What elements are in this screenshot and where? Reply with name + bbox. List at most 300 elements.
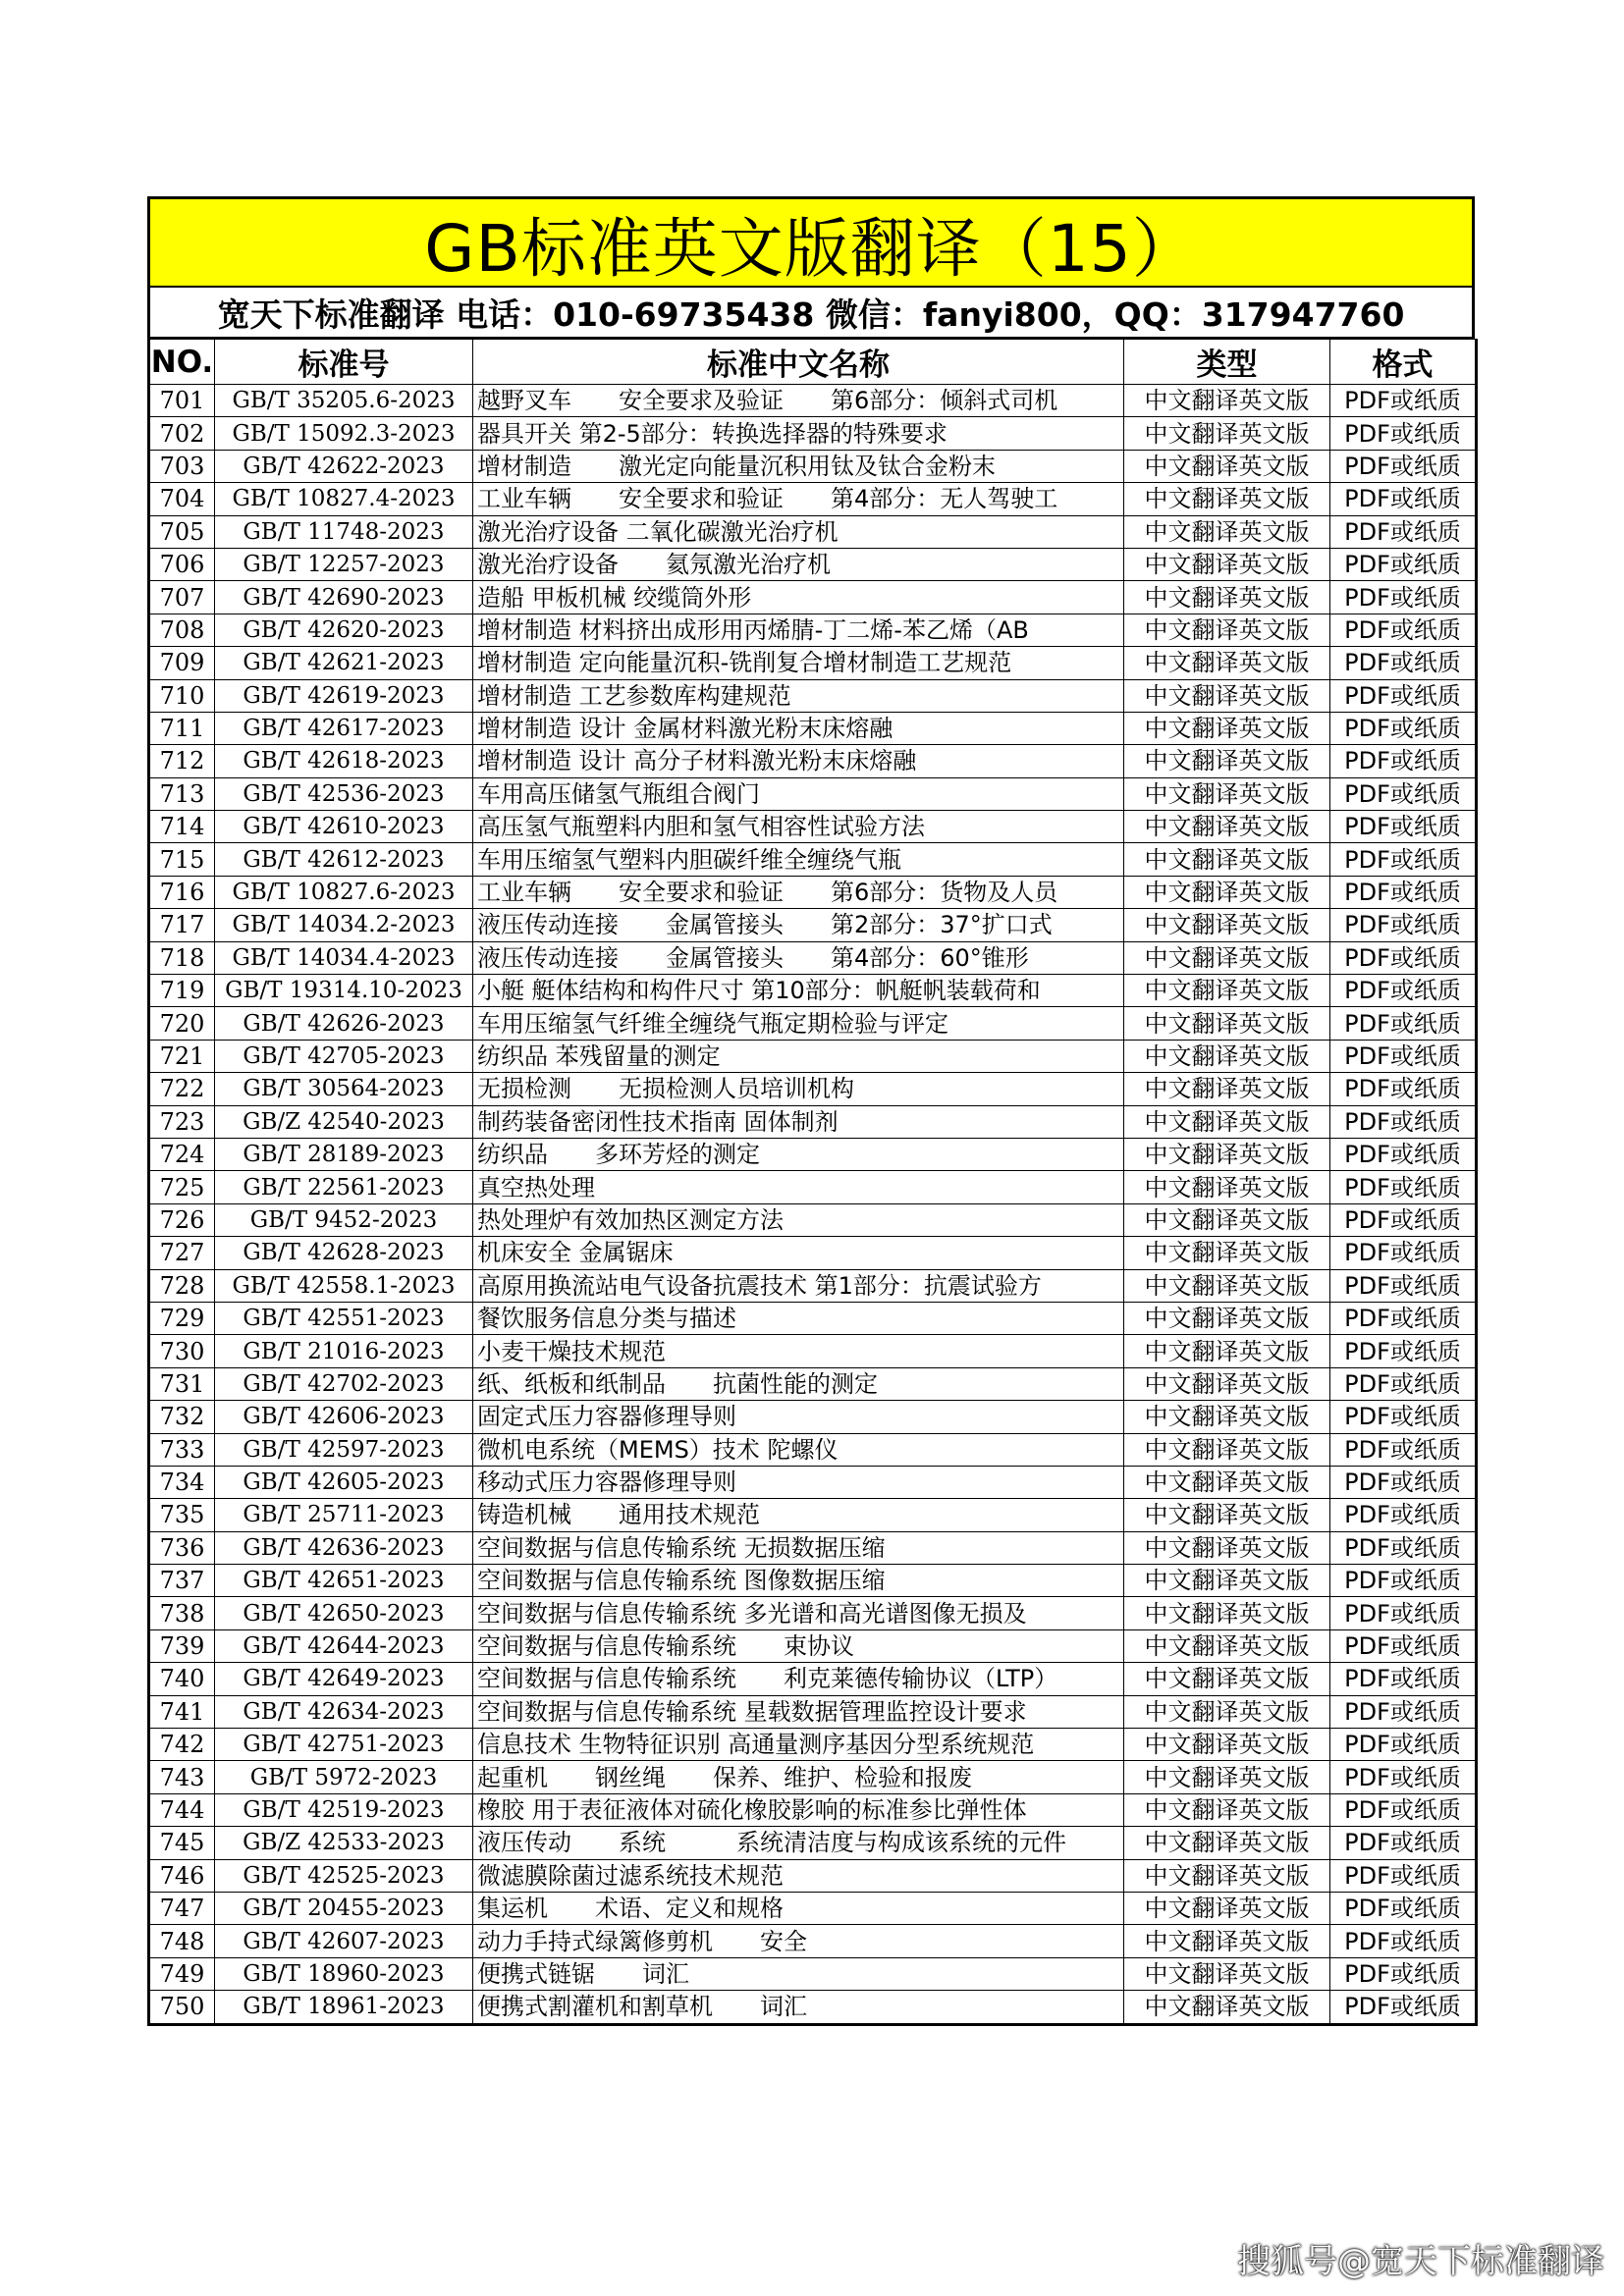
table-row	[149, 679, 1477, 712]
delivery-format: PDF或纸质	[1330, 777, 1477, 810]
standard-name: 热处理炉有效加热区测定方法	[473, 1203, 1124, 1236]
translation-type: 中文翻译英文版	[1124, 1203, 1330, 1236]
row-number: 738	[149, 1597, 215, 1629]
delivery-format: PDF或纸质	[1330, 876, 1477, 908]
standard-name: 小麦干燥技术规范	[473, 1335, 1124, 1367]
row-number: 703	[149, 450, 215, 482]
row-number: 707	[149, 581, 215, 614]
translation-type: 中文翻译英文版	[1124, 909, 1330, 941]
row-number: 748	[149, 1925, 215, 1957]
standard-name: 造船 甲板机械 绞缆筒外形	[473, 581, 1124, 614]
contact-line: 宽天下标准翻译 电话：010-69735438 微信：fanyi800，QQ：317947760	[147, 288, 1475, 339]
row-number: 746	[149, 1859, 215, 1892]
delivery-format: PDF或纸质	[1330, 1925, 1477, 1957]
standard-code: GB/T 42619-2023	[215, 679, 473, 712]
standard-name: 铸造机械 通用技术规范	[473, 1499, 1124, 1531]
row-number: 750	[149, 1991, 215, 2024]
table-row	[149, 647, 1477, 679]
row-number: 728	[149, 1269, 215, 1302]
row-number: 736	[149, 1531, 215, 1564]
standard-code: GB/T 42644-2023	[215, 1629, 473, 1662]
standard-name: 车用压缩氢气纤维全缠绕气瓶定期检验与评定	[473, 1007, 1124, 1040]
standard-name: 工业车辆 安全要求和验证 第4部分：无人驾驶工	[473, 483, 1124, 515]
table-row	[149, 1203, 1477, 1236]
standard-code: GB/T 18960-2023	[215, 1957, 473, 1990]
translation-type: 中文翻译英文版	[1124, 1663, 1330, 1695]
row-number: 739	[149, 1629, 215, 1662]
watermark: 搜狐号@宽天下标准翻译	[1237, 2242, 1604, 2281]
delivery-format: PDF或纸质	[1330, 1105, 1477, 1138]
row-number: 735	[149, 1499, 215, 1531]
translation-type: 中文翻译英文版	[1124, 1827, 1330, 1859]
standard-code: GB/T 42690-2023	[215, 581, 473, 614]
table-row	[149, 614, 1477, 646]
standard-code: GB/T 20455-2023	[215, 1892, 473, 1924]
standard-name: 信息技术 生物特征识别 高通量测序基因分型系统规范	[473, 1729, 1124, 1761]
standard-name: 机床安全 金属锯床	[473, 1237, 1124, 1269]
table-header-row	[149, 340, 1477, 385]
table-row	[149, 1433, 1477, 1466]
standard-name: 车用高压储氢气瓶组合阀门	[473, 777, 1124, 810]
standard-name: 动力手持式绿篱修剪机 安全	[473, 1925, 1124, 1957]
delivery-format: PDF或纸质	[1330, 581, 1477, 614]
delivery-format: PDF或纸质	[1330, 1597, 1477, 1629]
row-number: 713	[149, 777, 215, 810]
standard-name: 车用压缩氢气塑料内胆碳纤维全缠绕气瓶	[473, 843, 1124, 876]
table-row	[149, 1565, 1477, 1597]
translation-type: 中文翻译英文版	[1124, 811, 1330, 843]
table-row	[149, 1007, 1477, 1040]
translation-type: 中文翻译英文版	[1124, 1466, 1330, 1498]
standard-code: GB/T 35205.6-2023	[215, 385, 473, 417]
row-number: 705	[149, 515, 215, 548]
table-row	[149, 1991, 1477, 2024]
delivery-format: PDF或纸质	[1330, 1859, 1477, 1892]
delivery-format: PDF或纸质	[1330, 1499, 1477, 1531]
standard-code: GB/T 42634-2023	[215, 1695, 473, 1728]
standard-name: 橡胶 用于表征液体对硫化橡胶影响的标准参比弹性体	[473, 1793, 1124, 1826]
standard-name: 便携式割灌机和割草机 词汇	[473, 1991, 1124, 2024]
row-number: 717	[149, 909, 215, 941]
table-row	[149, 1367, 1477, 1400]
standard-code: GB/T 42650-2023	[215, 1597, 473, 1629]
delivery-format: PDF或纸质	[1330, 548, 1477, 580]
standard-code: GB/T 18961-2023	[215, 1991, 473, 2024]
translation-type: 中文翻译英文版	[1124, 1729, 1330, 1761]
translation-type: 中文翻译英文版	[1124, 385, 1330, 417]
standard-name: 液压传动连接 金属管接头 第4部分：60°锥形	[473, 941, 1124, 974]
standard-name: 增材制造 激光定向能量沉积用钛及钛合金粉末	[473, 450, 1124, 482]
table-row	[149, 941, 1477, 974]
delivery-format: PDF或纸质	[1330, 417, 1477, 450]
translation-type: 中文翻译英文版	[1124, 777, 1330, 810]
row-number: 729	[149, 1302, 215, 1334]
table-row	[149, 1663, 1477, 1695]
column-header-type: 类型	[1124, 340, 1330, 385]
table-row	[149, 1269, 1477, 1302]
standard-code: GB/T 25711-2023	[215, 1499, 473, 1531]
standard-name: 小艇 艇体结构和构件尺寸 第10部分：帆艇帆装载荷和	[473, 975, 1124, 1007]
column-header-no: NO.	[149, 340, 215, 385]
translation-type: 中文翻译英文版	[1124, 450, 1330, 482]
standard-name: 激光治疗设备 二氧化碳激光治疗机	[473, 515, 1124, 548]
table-row	[149, 1695, 1477, 1728]
row-number: 701	[149, 385, 215, 417]
delivery-format: PDF或纸质	[1330, 1269, 1477, 1302]
table-row	[149, 1105, 1477, 1138]
standard-code: GB/T 42597-2023	[215, 1433, 473, 1466]
standard-name: 纸、纸板和纸制品 抗菌性能的测定	[473, 1367, 1124, 1400]
standard-name: 器具开关 第2-5部分：转换选择器的特殊要求	[473, 417, 1124, 450]
translation-type: 中文翻译英文版	[1124, 614, 1330, 646]
standard-code: GB/T 42621-2023	[215, 647, 473, 679]
row-number: 749	[149, 1957, 215, 1990]
table-row	[149, 843, 1477, 876]
translation-type: 中文翻译英文版	[1124, 1171, 1330, 1203]
standard-name: 高原用换流站电气设备抗震技术 第1部分：抗震试验方	[473, 1269, 1124, 1302]
standards-document	[147, 196, 1475, 2026]
delivery-format: PDF或纸质	[1330, 975, 1477, 1007]
translation-type: 中文翻译英文版	[1124, 417, 1330, 450]
delivery-format: PDF或纸质	[1330, 647, 1477, 679]
translation-type: 中文翻译英文版	[1124, 1597, 1330, 1629]
delivery-format: PDF或纸质	[1330, 712, 1477, 744]
row-number: 745	[149, 1827, 215, 1859]
standard-code: GB/T 14034.4-2023	[215, 941, 473, 974]
delivery-format: PDF或纸质	[1330, 1401, 1477, 1433]
translation-type: 中文翻译英文版	[1124, 1991, 1330, 2024]
standard-name: 增材制造 设计 金属材料激光粉末床熔融	[473, 712, 1124, 744]
translation-type: 中文翻译英文版	[1124, 1367, 1330, 1400]
delivery-format: PDF或纸质	[1330, 1335, 1477, 1367]
translation-type: 中文翻译英文版	[1124, 548, 1330, 580]
delivery-format: PDF或纸质	[1330, 745, 1477, 777]
translation-type: 中文翻译英文版	[1124, 1892, 1330, 1924]
row-number: 720	[149, 1007, 215, 1040]
row-number: 747	[149, 1892, 215, 1924]
table-row	[149, 1892, 1477, 1924]
delivery-format: PDF或纸质	[1330, 1466, 1477, 1498]
row-number: 722	[149, 1073, 215, 1105]
row-number: 710	[149, 679, 215, 712]
standard-name: 液压传动连接 金属管接头 第2部分：37°扩口式	[473, 909, 1124, 941]
translation-type: 中文翻译英文版	[1124, 1531, 1330, 1564]
delivery-format: PDF或纸质	[1330, 515, 1477, 548]
standard-name: 纺织品 多环芳烃的测定	[473, 1138, 1124, 1170]
table-row	[149, 548, 1477, 580]
delivery-format: PDF或纸质	[1330, 811, 1477, 843]
table-row	[149, 1859, 1477, 1892]
translation-type: 中文翻译英文版	[1124, 975, 1330, 1007]
translation-type: 中文翻译英文版	[1124, 483, 1330, 515]
delivery-format: PDF或纸质	[1330, 1367, 1477, 1400]
table-row	[149, 811, 1477, 843]
row-number: 715	[149, 843, 215, 876]
delivery-format: PDF或纸质	[1330, 1761, 1477, 1793]
translation-type: 中文翻译英文版	[1124, 1269, 1330, 1302]
column-header-code: 标准号	[215, 340, 473, 385]
standard-code: GB/T 10827.6-2023	[215, 876, 473, 908]
table-row	[149, 745, 1477, 777]
standard-code: GB/T 21016-2023	[215, 1335, 473, 1367]
standard-code: GB/T 15092.3-2023	[215, 417, 473, 450]
row-number: 730	[149, 1335, 215, 1367]
row-number: 704	[149, 483, 215, 515]
delivery-format: PDF或纸质	[1330, 450, 1477, 482]
delivery-format: PDF或纸质	[1330, 1531, 1477, 1564]
standard-name: 空间数据与信息传输系统 多光谱和高光谱图像无损及	[473, 1597, 1124, 1629]
translation-type: 中文翻译英文版	[1124, 1695, 1330, 1728]
delivery-format: PDF或纸质	[1330, 1073, 1477, 1105]
table-row	[149, 1729, 1477, 1761]
standard-code: GB/T 42536-2023	[215, 777, 473, 810]
delivery-format: PDF或纸质	[1330, 1892, 1477, 1924]
delivery-format: PDF或纸质	[1330, 1171, 1477, 1203]
standard-name: 空间数据与信息传输系统 利克莱德传输协议（LTP）	[473, 1663, 1124, 1695]
standard-name: 便携式链锯 词汇	[473, 1957, 1124, 1990]
standard-code: GB/T 42651-2023	[215, 1565, 473, 1597]
table-row	[149, 975, 1477, 1007]
standard-code: GB/T 42626-2023	[215, 1007, 473, 1040]
standard-name: 无损检测 无损检测人员培训机构	[473, 1073, 1124, 1105]
standard-code: GB/T 42751-2023	[215, 1729, 473, 1761]
delivery-format: PDF或纸质	[1330, 1565, 1477, 1597]
table-row	[149, 1629, 1477, 1662]
delivery-format: PDF或纸质	[1330, 1138, 1477, 1170]
row-number: 734	[149, 1466, 215, 1498]
table-row	[149, 385, 1477, 417]
table-row	[149, 1925, 1477, 1957]
row-number: 708	[149, 614, 215, 646]
row-number: 714	[149, 811, 215, 843]
standard-name: 起重机 钢丝绳 保养、维护、检验和报废	[473, 1761, 1124, 1793]
standard-code: GB/T 42617-2023	[215, 712, 473, 744]
row-number: 718	[149, 941, 215, 974]
standard-name: 固定式压力容器修理导则	[473, 1401, 1124, 1433]
standard-code: GB/T 42519-2023	[215, 1793, 473, 1826]
row-number: 742	[149, 1729, 215, 1761]
standard-code: GB/T 42606-2023	[215, 1401, 473, 1433]
table-row	[149, 1793, 1477, 1826]
standard-name: 餐饮服务信息分类与描述	[473, 1302, 1124, 1334]
standard-code: GB/T 42622-2023	[215, 450, 473, 482]
standard-name: 空间数据与信息传输系统 无损数据压缩	[473, 1531, 1124, 1564]
standard-name: 越野叉车 安全要求及验证 第6部分：倾斜式司机	[473, 385, 1124, 417]
table-row	[149, 515, 1477, 548]
table-row	[149, 1466, 1477, 1498]
delivery-format: PDF或纸质	[1330, 679, 1477, 712]
standard-code: GB/T 28189-2023	[215, 1138, 473, 1170]
delivery-format: PDF或纸质	[1330, 1793, 1477, 1826]
table-row	[149, 1302, 1477, 1334]
translation-type: 中文翻译英文版	[1124, 1401, 1330, 1433]
row-number: 737	[149, 1565, 215, 1597]
delivery-format: PDF或纸质	[1330, 1040, 1477, 1072]
table-row	[149, 1237, 1477, 1269]
standard-code: GB/T 42618-2023	[215, 745, 473, 777]
row-number: 727	[149, 1237, 215, 1269]
standard-name: 增材制造 工艺参数库构建规范	[473, 679, 1124, 712]
translation-type: 中文翻译英文版	[1124, 1105, 1330, 1138]
translation-type: 中文翻译英文版	[1124, 647, 1330, 679]
table-row	[149, 417, 1477, 450]
standard-code: GB/T 5972-2023	[215, 1761, 473, 1793]
standard-code: GB/T 42702-2023	[215, 1367, 473, 1400]
delivery-format: PDF或纸质	[1330, 1302, 1477, 1334]
table-row	[149, 581, 1477, 614]
translation-type: 中文翻译英文版	[1124, 1957, 1330, 1990]
delivery-format: PDF或纸质	[1330, 1433, 1477, 1466]
translation-type: 中文翻译英文版	[1124, 1565, 1330, 1597]
document-title: GB标准英文版翻译（15）	[147, 196, 1475, 288]
table-row	[149, 1040, 1477, 1072]
translation-type: 中文翻译英文版	[1124, 1040, 1330, 1072]
translation-type: 中文翻译英文版	[1124, 941, 1330, 974]
standard-code: GB/T 14034.2-2023	[215, 909, 473, 941]
standard-code: GB/T 42558.1-2023	[215, 1269, 473, 1302]
standard-code: GB/T 42705-2023	[215, 1040, 473, 1072]
standard-name: 空间数据与信息传输系统 星载数据管理监控设计要求	[473, 1695, 1124, 1728]
delivery-format: PDF或纸质	[1330, 483, 1477, 515]
row-number: 709	[149, 647, 215, 679]
table-row	[149, 450, 1477, 482]
row-number: 702	[149, 417, 215, 450]
standard-name: 微滤膜除菌过滤系统技术规范	[473, 1859, 1124, 1892]
standard-code: GB/T 42607-2023	[215, 1925, 473, 1957]
standard-code: GB/T 42628-2023	[215, 1237, 473, 1269]
standard-code: GB/T 19314.10-2023	[215, 975, 473, 1007]
delivery-format: PDF或纸质	[1330, 1729, 1477, 1761]
row-number: 731	[149, 1367, 215, 1400]
standard-name: 真空热处理	[473, 1171, 1124, 1203]
table-row	[149, 1827, 1477, 1859]
table-row	[149, 777, 1477, 810]
table-row	[149, 909, 1477, 941]
table-row	[149, 1335, 1477, 1367]
column-header-name: 标准中文名称	[473, 340, 1124, 385]
translation-type: 中文翻译英文版	[1124, 1073, 1330, 1105]
standard-name: 集运机 术语、定义和规格	[473, 1892, 1124, 1924]
standard-name: 移动式压力容器修理导则	[473, 1466, 1124, 1498]
standards-table	[147, 339, 1478, 2026]
row-number: 719	[149, 975, 215, 1007]
standard-code: GB/T 42525-2023	[215, 1859, 473, 1892]
row-number: 741	[149, 1695, 215, 1728]
translation-type: 中文翻译英文版	[1124, 1859, 1330, 1892]
standard-name: 制药装备密闭性技术指南 固体制剂	[473, 1105, 1124, 1138]
standard-name: 空间数据与信息传输系统 图像数据压缩	[473, 1565, 1124, 1597]
standard-code: GB/T 10827.4-2023	[215, 483, 473, 515]
translation-type: 中文翻译英文版	[1124, 1433, 1330, 1466]
translation-type: 中文翻译英文版	[1124, 1499, 1330, 1531]
standard-name: 工业车辆 安全要求和验证 第6部分：货物及人员	[473, 876, 1124, 908]
translation-type: 中文翻译英文版	[1124, 1925, 1330, 1957]
standard-name: 液压传动 系统 系统清洁度与构成该系统的元件	[473, 1827, 1124, 1859]
delivery-format: PDF或纸质	[1330, 1237, 1477, 1269]
delivery-format: PDF或纸质	[1330, 843, 1477, 876]
translation-type: 中文翻译英文版	[1124, 679, 1330, 712]
delivery-format: PDF或纸质	[1330, 941, 1477, 974]
row-number: 711	[149, 712, 215, 744]
standard-code: GB/T 22561-2023	[215, 1171, 473, 1203]
table-row	[149, 1171, 1477, 1203]
row-number: 721	[149, 1040, 215, 1072]
row-number: 743	[149, 1761, 215, 1793]
delivery-format: PDF或纸质	[1330, 385, 1477, 417]
table-row	[149, 712, 1477, 744]
standard-name: 增材制造 材料挤出成形用丙烯腈-丁二烯-苯乙烯（AB	[473, 614, 1124, 646]
table-body	[149, 385, 1477, 2025]
table-row	[149, 1073, 1477, 1105]
standard-code: GB/Z 42533-2023	[215, 1827, 473, 1859]
standard-name: 高压氢气瓶塑料内胆和氢气相容性试验方法	[473, 811, 1124, 843]
translation-type: 中文翻译英文版	[1124, 1761, 1330, 1793]
delivery-format: PDF或纸质	[1330, 1629, 1477, 1662]
table-row	[149, 1499, 1477, 1531]
translation-type: 中文翻译英文版	[1124, 1335, 1330, 1367]
standard-name: 纺织品 苯残留量的测定	[473, 1040, 1124, 1072]
standard-name: 微机电系统（MEMS）技术 陀螺仪	[473, 1433, 1124, 1466]
standard-code: GB/T 42636-2023	[215, 1531, 473, 1564]
standard-code: GB/T 42612-2023	[215, 843, 473, 876]
standard-code: GB/T 42551-2023	[215, 1302, 473, 1334]
translation-type: 中文翻译英文版	[1124, 745, 1330, 777]
row-number: 733	[149, 1433, 215, 1466]
delivery-format: PDF或纸质	[1330, 1957, 1477, 1990]
table-row	[149, 1138, 1477, 1170]
translation-type: 中文翻译英文版	[1124, 1629, 1330, 1662]
row-number: 726	[149, 1203, 215, 1236]
table-row	[149, 483, 1477, 515]
translation-type: 中文翻译英文版	[1124, 1793, 1330, 1826]
row-number: 744	[149, 1793, 215, 1826]
translation-type: 中文翻译英文版	[1124, 712, 1330, 744]
row-number: 740	[149, 1663, 215, 1695]
translation-type: 中文翻译英文版	[1124, 581, 1330, 614]
translation-type: 中文翻译英文版	[1124, 876, 1330, 908]
row-number: 725	[149, 1171, 215, 1203]
standard-code: GB/Z 42540-2023	[215, 1105, 473, 1138]
table-row	[149, 1597, 1477, 1629]
standard-code: GB/T 42605-2023	[215, 1466, 473, 1498]
row-number: 732	[149, 1401, 215, 1433]
standard-code: GB/T 11748-2023	[215, 515, 473, 548]
table-row	[149, 876, 1477, 908]
delivery-format: PDF或纸质	[1330, 1991, 1477, 2024]
row-number: 724	[149, 1138, 215, 1170]
delivery-format: PDF或纸质	[1330, 1203, 1477, 1236]
delivery-format: PDF或纸质	[1330, 909, 1477, 941]
row-number: 723	[149, 1105, 215, 1138]
delivery-format: PDF或纸质	[1330, 614, 1477, 646]
delivery-format: PDF或纸质	[1330, 1007, 1477, 1040]
standard-code: GB/T 30564-2023	[215, 1073, 473, 1105]
translation-type: 中文翻译英文版	[1124, 515, 1330, 548]
standard-code: GB/T 42649-2023	[215, 1663, 473, 1695]
translation-type: 中文翻译英文版	[1124, 1302, 1330, 1334]
delivery-format: PDF或纸质	[1330, 1663, 1477, 1695]
row-number: 706	[149, 548, 215, 580]
column-header-format: 格式	[1330, 340, 1477, 385]
translation-type: 中文翻译英文版	[1124, 843, 1330, 876]
standard-code: GB/T 42610-2023	[215, 811, 473, 843]
delivery-format: PDF或纸质	[1330, 1827, 1477, 1859]
standard-name: 增材制造 定向能量沉积-铣削复合增材制造工艺规范	[473, 647, 1124, 679]
table-row	[149, 1761, 1477, 1793]
row-number: 712	[149, 745, 215, 777]
translation-type: 中文翻译英文版	[1124, 1237, 1330, 1269]
table-row	[149, 1957, 1477, 1990]
